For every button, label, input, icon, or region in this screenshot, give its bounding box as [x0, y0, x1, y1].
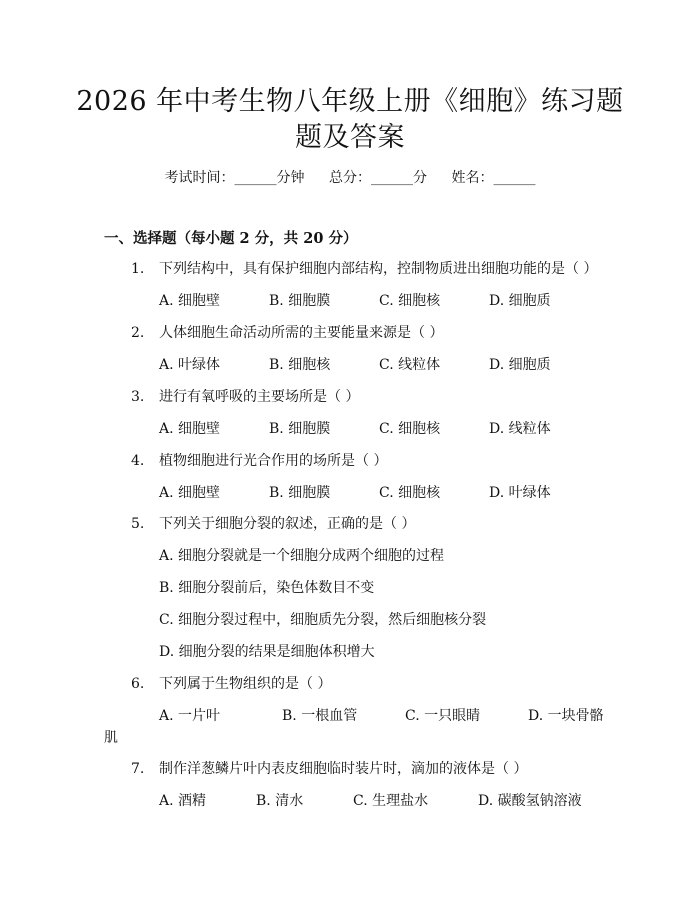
total-score: 总分：______分 [329, 170, 427, 186]
student-name: 姓名：______ [451, 170, 536, 186]
question-text: 下列结构中，具有保护细胞内部结构，控制物质进出细胞功能的是（ ） [159, 261, 598, 277]
question-4 [131, 451, 387, 471]
question-number: 2. [131, 325, 145, 341]
option-c: C. 线粒体 [379, 357, 441, 373]
document-title-line-2: 题及答案 [295, 122, 405, 153]
option-c: C. 细胞核 [379, 485, 441, 501]
option-b: B. 细胞膜 [269, 421, 331, 437]
document-title-line-1: 2026 年中考生物八年级上册《细胞》练习题 [76, 86, 624, 117]
question-text: 下列关于细胞分裂的叙述，正确的是（ ） [159, 516, 416, 532]
option-a: A. 酒精 [159, 793, 207, 809]
option-d-wrap: 肌 [104, 730, 118, 746]
option-d: D. 碳酸氢钠溶液 [478, 793, 582, 809]
question-text: 人体细胞生命活动所需的主要能量来源是（ ） [159, 325, 444, 341]
option-c: C. 细胞核 [379, 421, 441, 437]
option-b: B. 清水 [256, 793, 304, 809]
option-c: C. 细胞分裂过程中，细胞质先分裂，然后细胞核分裂 [159, 612, 487, 628]
option-a: A. 细胞壁 [159, 293, 221, 309]
question-6 [131, 674, 331, 694]
question-text: 植物细胞进行光合作用的场所是（ ） [159, 453, 388, 469]
question-2-options [159, 355, 551, 375]
option-a: A. 细胞分裂就是一个细胞分成两个细胞的过程 [159, 548, 445, 564]
question-number: 6. [131, 676, 145, 692]
option-b: B. 细胞核 [269, 357, 331, 373]
option-c: C. 一只眼睛 [405, 708, 481, 724]
exam-meta [0, 168, 700, 188]
question-text: 下列属于生物组织的是（ ） [159, 676, 332, 692]
option-b: B. 细胞膜 [269, 485, 331, 501]
option-b: B. 一根血管 [282, 708, 358, 724]
option-a: A. 一片叶 [159, 708, 221, 724]
question-number: 3. [131, 389, 145, 405]
option-d: D. 细胞分裂的结果是细胞体积增大 [159, 644, 375, 660]
option-c: C. 生理盐水 [353, 793, 429, 809]
question-1 [131, 259, 597, 279]
option-d: D. 线粒体 [489, 421, 551, 437]
option-a: A. 细胞壁 [159, 421, 221, 437]
question-7-options [159, 791, 582, 811]
section-heading-choice: 一、选择题（每小题 2 分，共 20 分） [104, 230, 358, 247]
option-a: A. 叶绿体 [159, 357, 221, 373]
question-5 [131, 514, 415, 534]
question-number: 4. [131, 453, 145, 469]
question-6-options [159, 706, 604, 726]
option-a: A. 细胞壁 [159, 485, 221, 501]
question-text: 进行有氧呼吸的主要场所是（ ） [159, 389, 360, 405]
exam-time: 考试时间：______分钟 [164, 170, 305, 186]
question-number: 7. [131, 761, 145, 777]
question-1-options [159, 291, 551, 311]
question-text: 制作洋葱鳞片叶内表皮细胞临时装片时，滴加的液体是（ ） [159, 761, 528, 777]
question-number: 1. [131, 261, 145, 277]
question-3 [131, 387, 359, 407]
question-number: 5. [131, 516, 145, 532]
question-2 [131, 323, 443, 343]
option-c: C. 细胞核 [379, 293, 441, 309]
option-d: D. 叶绿体 [489, 485, 551, 501]
option-b: B. 细胞分裂前后，染色体数目不变 [159, 580, 375, 596]
question-3-options [159, 419, 551, 439]
question-4-options [159, 483, 551, 503]
option-d: D. 细胞质 [489, 293, 551, 309]
question-7 [131, 759, 527, 779]
option-d: D. 一块骨骼 [528, 708, 604, 724]
option-b: B. 细胞膜 [269, 293, 331, 309]
option-d: D. 细胞质 [489, 357, 551, 373]
